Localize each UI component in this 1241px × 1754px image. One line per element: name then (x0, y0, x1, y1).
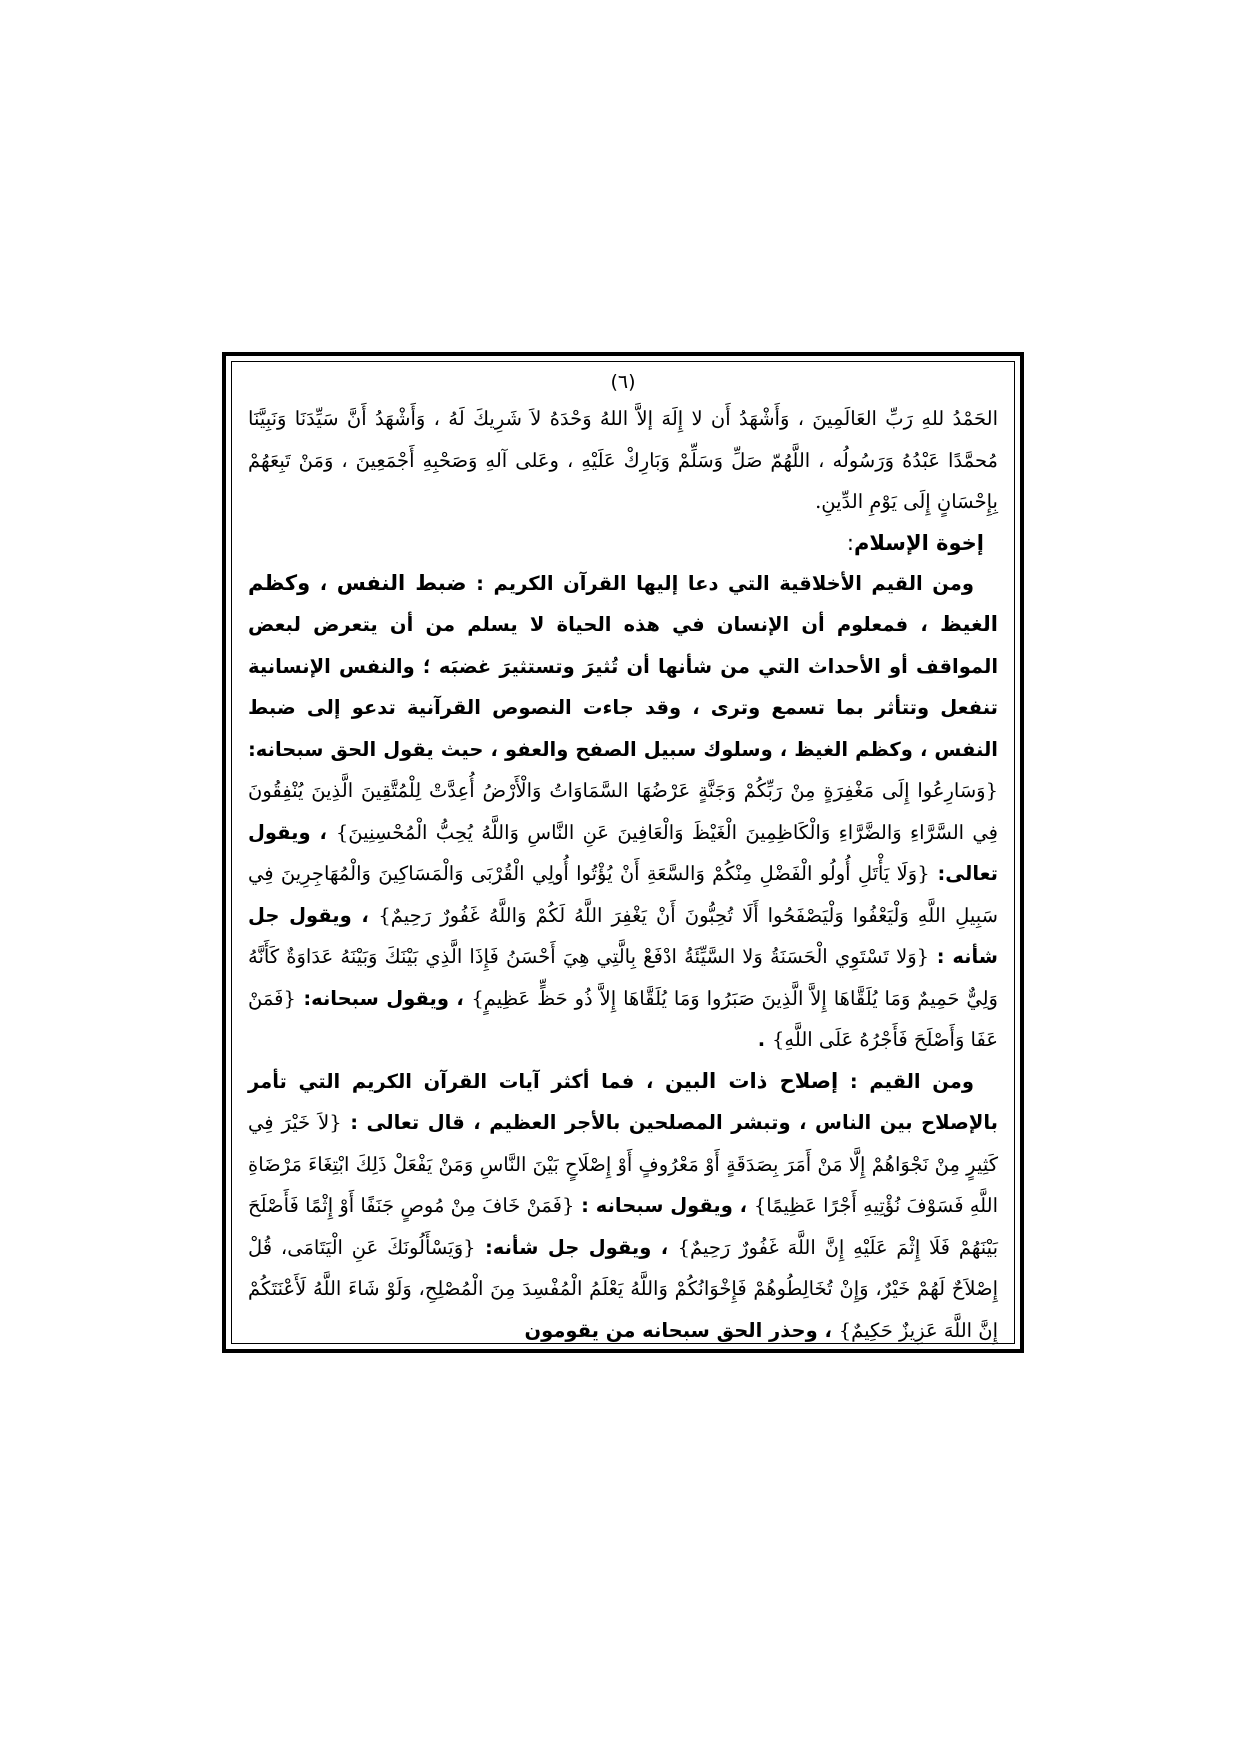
p2-sep: ، (645, 1069, 654, 1093)
heading-colon: : (846, 530, 854, 555)
p2-mid-2: ، ويقول جل شأنه: (484, 1235, 669, 1259)
p1-term-anger-restraint: وكظم الغيظ (248, 570, 998, 636)
p1-mid-3: ، ويقول سبحانه: (303, 986, 464, 1010)
page-frame (222, 352, 1024, 1353)
p2-mid-1: ، ويقول سبحانه : (581, 1194, 748, 1217)
p1-body: ، فمعلوم أن الإنسان في هذه الحياة لا يسلم من أن يتعرض لبعض المواقف أو الأحداث التي من شأنها أن تُثيرَ وتستثيرَ غضبَه ؛ والنفس الإنسانية تنفعل وتتأثر بما تسمع وترى ، وقد جاءت النصوص القرآنية تدعو إلى ضبط النفس ، وكظم الغيظ ، وسلوك سبيل الصفح والعفو ، حيث يقول الحق سبحانه: (248, 613, 998, 761)
p1-mid-1: ، ويقول تعالى: (248, 820, 998, 885)
p1-intro: ومن القيم الأخلاقية التي دعا إليها القرآن الكريم : (476, 571, 974, 595)
section-heading (248, 523, 998, 563)
p2-quote-2: {فَمَنْ خَافَ مِنْ مُوصٍ جَنَفًا أَوْ إِثْمًا فَأَصْلَحَ بَيْنَهُمْ فَلَا إِثْمَ عَلَيْهِ إِنَّ اللَّهَ غَفُورٌ رَحِيمٌ} (248, 1194, 998, 1259)
p1-end: . (757, 1028, 766, 1051)
p2-body: فما أكثر آيات القرآن الكريم التي تأمر بالإصلاح بين الناس ، وتبشر المصلحين بالأجر العظيم ، قال تعالى : (248, 1069, 998, 1134)
p1-sep: ، (319, 571, 328, 595)
page-number: (٦) (610, 371, 636, 393)
opening-text: الحَمْدُ للهِ رَبِّ العَالَمِينَ ، وَأَشْهَدُ أَن لا إِلَهَ إلاَّ اللهُ وَحْدَهُ لاَ شَرِيكَ لَهُ ، وَأَشْهَدُ أَنَّ سَيِّدَنَا وَنَبِيَّنَا مُحمَّدًا عَبْدُهُ وَرَسُولُه ، اللَّهُمّ صَلِّ وَسَلِّمْ وَبَارِكْ عَلَيْهِ ، وعَلى آلهِ وَصَحْبِهِ أَجْمَعِينَ ، وَمَنْ تَبِعَهُمْ بِإِحْسَانٍ إِلَى يَوْمِ الدِّينِ. (248, 407, 998, 513)
heading-label: إخوة الإسلام (853, 530, 984, 555)
p2-intro: ومن القيم : (849, 1069, 975, 1093)
paragraph-self-restraint (248, 563, 998, 1061)
p2-quote-1: {لاَ خَيْرَ فِي كَثِيرٍ مِنْ نَجْوَاهُمْ إِلَّا مَنْ أَمَرَ بِصَدَقَةٍ أَوْ مَعْرُوفٍ أَوْ إِصْلَاحٍ بَيْنَ النَّاسِ وَمَنْ يَفْعَلْ ذَلِكَ ابْتِغَاءَ مَرْضَاةِ اللَّهِ فَسَوْفَ نُؤْتِيهِ أَجْرًا عَظِيمًا} (248, 1111, 998, 1217)
p1-quote-4: {فَمَنْ عَفَا وَأَصْلَحَ فَأَجْرُهُ عَلَى اللَّهِ} (248, 986, 998, 1051)
paragraph-reconciliation (248, 1061, 998, 1352)
p1-quote-2: {وَلَا يَأْتَلِ أُولُو الْفَضْلِ مِنْكُمْ وَالسَّعَةِ أَنْ يُؤْتُوا أُولِي الْقُرْبَى وَالْمَسَاكِينَ وَالْمُهَاجِرِينَ فِي سَبِيلِ اللَّهِ وَلْيَعْفُوا وَلْيَصْفَحُوا أَلَا تُحِبُّونَ أَنْ يَغْفِرَ اللَّهُ لَكُمْ وَاللَّهُ غَفُورٌ رَحِيمٌ} (248, 862, 998, 927)
p2-term-reconciliation: إصلاح ذات البين (665, 1068, 839, 1093)
p1-mid-2: ، ويقول جل شأنه : (248, 903, 998, 968)
p1-quote-3: {وَلا تَسْتَوِي الْحَسَنَةُ وَلا السَّيِّئَةُ ادْفَعْ بِالَّتِي هِيَ أَحْسَنُ فَإِذَا الَّذِي بَيْنَكَ وَبَيْنَهُ عَدَاوَةٌ كَأَنَّهُ وَلِيٌّ حَمِيمٌ وَمَا يُلَقَّاهَا إِلاَّ الَّذِينَ صَبَرُوا وَمَا يُلَقَّاهَا إِلاَّ ذُو حَظٍّ عَظِيمٍ} (248, 945, 998, 1010)
p2-end: ، وحذر الحق سبحانه من يقومون (524, 1318, 832, 1342)
opening-paragraph (248, 398, 998, 523)
p1-term-self-control: ضبط النفس (336, 570, 467, 595)
p1-quote-1: {وَسَارِعُوا إِلَى مَغْفِرَةٍ مِنْ رَبِّكُمْ وَجَنَّةٍ عَرْضُهَا السَّمَاوَاتُ وَالْأَرْضُ أُعِدَّتْ لِلْمُتَّقِينَ الَّذِينَ يُنْفِقُونَ فِي السَّرَّاءِ وَالضَّرَّاءِ وَالْكَاظِمِينَ الْغَيْظَ وَالْعَافِينَ عَنِ النَّاسِ وَاللَّهُ يُحِبُّ الْمُحْسِنِينَ} (248, 779, 998, 844)
p2-quote-3: {وَيَسْأَلُونَكَ عَنِ الْيَتَامَى، قُلْ إِصْلاَحٌ لَهُمْ خَيْرٌ، وَإِنْ تُخَالِطُوهُمْ فَإِخْوَانُكُمْ وَاللَّهُ يَعْلَمُ الْمُفْسِدَ مِنَ الْمُصْلِحِ، وَلَوْ شَاءَ اللَّهُ لَأَعْنَتَكُمْ إِنَّ اللَّهَ عَزِيزٌ حَكِيمٌ} (248, 1235, 998, 1342)
